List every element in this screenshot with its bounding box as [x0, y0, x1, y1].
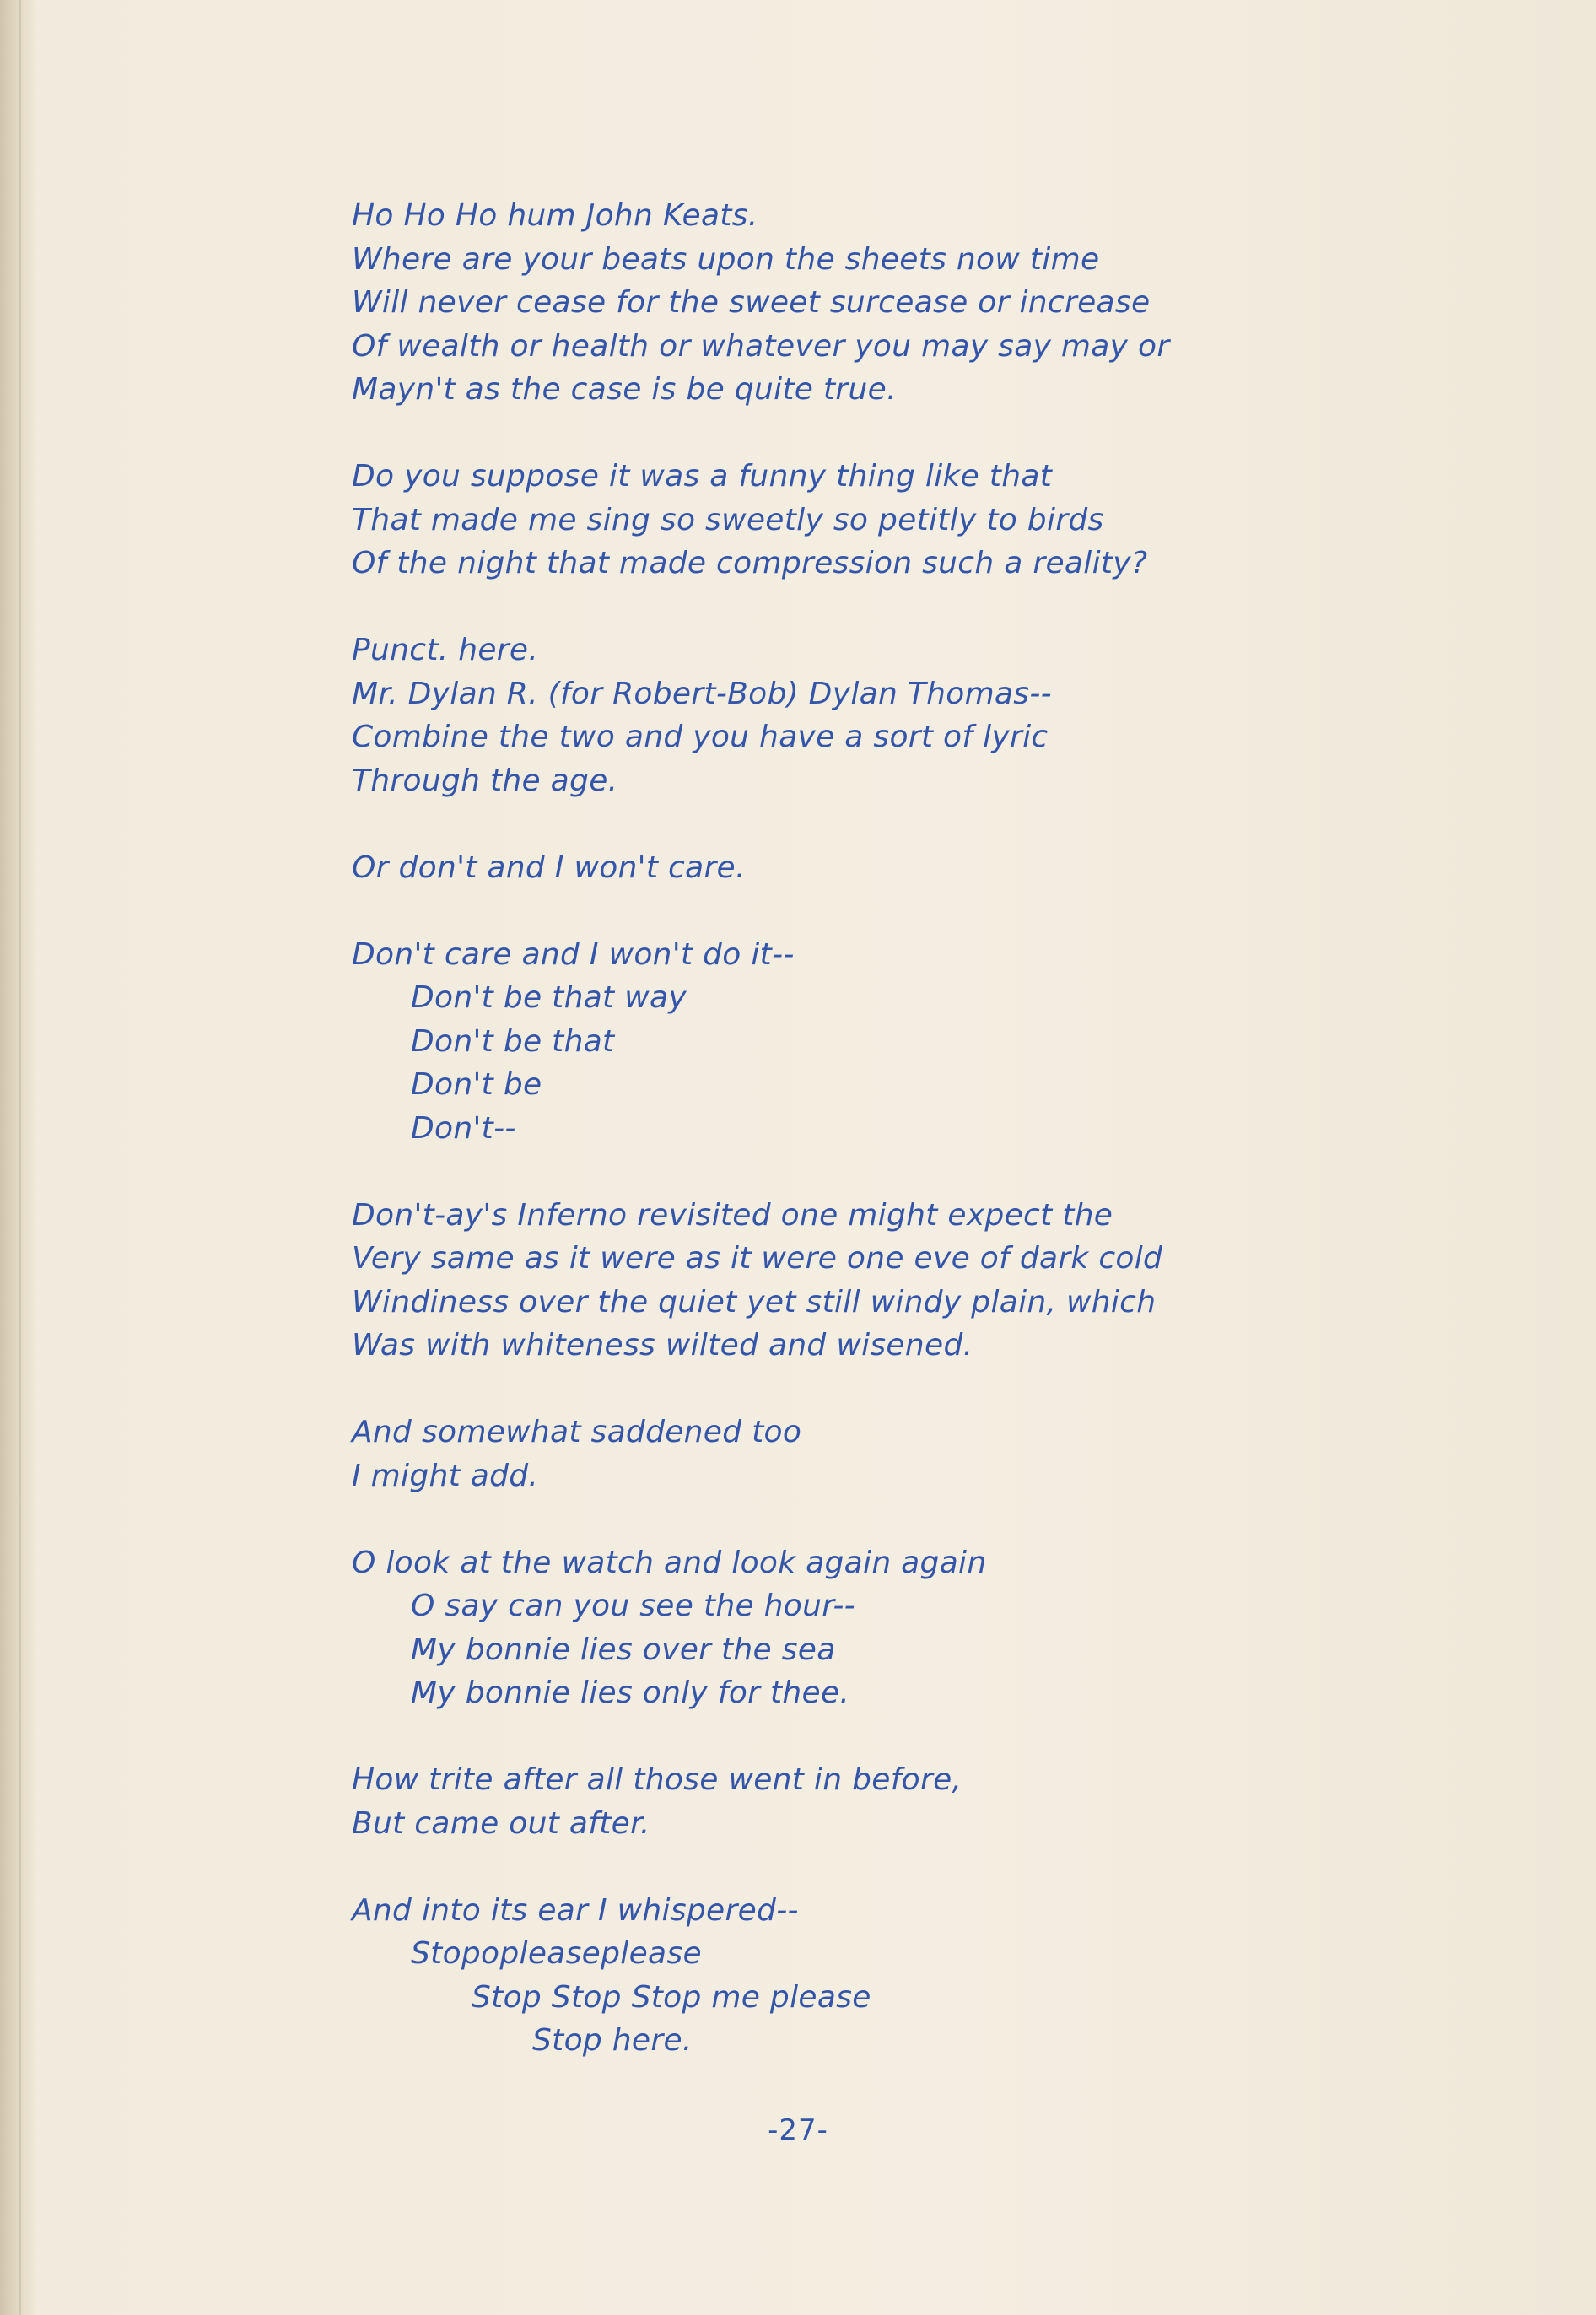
poem-line: My bonnie lies only for thee.: [411, 1676, 850, 1710]
poem-line: Or don't and I won't care.: [352, 850, 746, 885]
poem-line: Where are your beats upon the sheets now time: [352, 241, 1100, 277]
poem-line: Don't be that: [411, 1023, 615, 1059]
poem-stanza: [352, 846, 1448, 890]
poem-stanza: [352, 1541, 1448, 1715]
page-number: -27-: [768, 2113, 828, 2147]
poem-body: [352, 194, 1448, 2106]
poem-stanza: [352, 194, 1448, 412]
poem-line: Combine the two and you have a sort of lyric: [352, 720, 1049, 754]
poem-line: That made me sing so sweetly so petitly to birds: [352, 502, 1104, 537]
poem-line: O look at the watch and look again again: [352, 1545, 987, 1580]
poem-line: Very same as it were as it were one eve of dark cold: [352, 1241, 1163, 1276]
poem-line: Don't-ay's Inferno revisited one might expect the: [352, 1197, 1113, 1233]
poem-line: Windiness over the quiet yet still windy plain, which: [352, 1284, 1157, 1319]
poem-stanza: [352, 1758, 1448, 1845]
poem-stanza: [352, 455, 1448, 585]
poem-line: Don't be: [411, 1067, 542, 1102]
poem-line: I might add.: [352, 1458, 539, 1493]
poem-stanza: [352, 933, 1448, 1151]
poem-line: Stop Stop Stop me please: [472, 1979, 871, 2015]
poem-line: Ho Ho Ho hum John Keats.: [352, 198, 758, 233]
poem-stanza: [352, 1889, 1448, 2063]
poem-line: Was with whiteness wilted and wisened.: [352, 1328, 973, 1363]
poem-line: Don't be that way: [411, 980, 687, 1015]
poem-line: O say can you see the hour--: [411, 1589, 855, 1623]
poem-stanza: [352, 1194, 1448, 1368]
poem-line: And into its ear I whispered--: [352, 1892, 799, 1928]
poem-line: How trite after all those went in before,: [352, 1762, 962, 1797]
poem-stanza: [352, 1411, 1448, 1497]
poem-line: Will never cease for the sweet surcease or increase: [352, 285, 1151, 320]
poem-line: My bonnie lies over the sea: [411, 1632, 836, 1667]
poem-line: Through the age.: [352, 763, 618, 798]
poem-line: Do you suppose it was a funny thing like that: [352, 459, 1053, 494]
poem-line: Of wealth or health or whatever you may say may or: [352, 328, 1170, 364]
poem-line: But came out after.: [352, 1805, 650, 1841]
poem-line: Don't--: [411, 1110, 516, 1146]
poem-line: Stopopleaseplease: [411, 1936, 702, 1971]
poem-line: Don't care and I won't do it--: [352, 936, 795, 972]
poem-line: Mr. Dylan R. (for Robert-Bob) Dylan Thomas--: [352, 676, 1052, 711]
poem-line: Mayn't as the case is be quite true.: [352, 372, 897, 407]
poem-stanza: [352, 629, 1448, 802]
poem-line: Stop here.: [532, 2023, 693, 2058]
poem-line: And somewhat saddened too: [352, 1415, 802, 1449]
poem-line: Of the night that made compression such a reality?: [352, 546, 1148, 580]
poem-line: Punct. here.: [352, 633, 539, 667]
page-binding-line: [19, 0, 21, 2315]
